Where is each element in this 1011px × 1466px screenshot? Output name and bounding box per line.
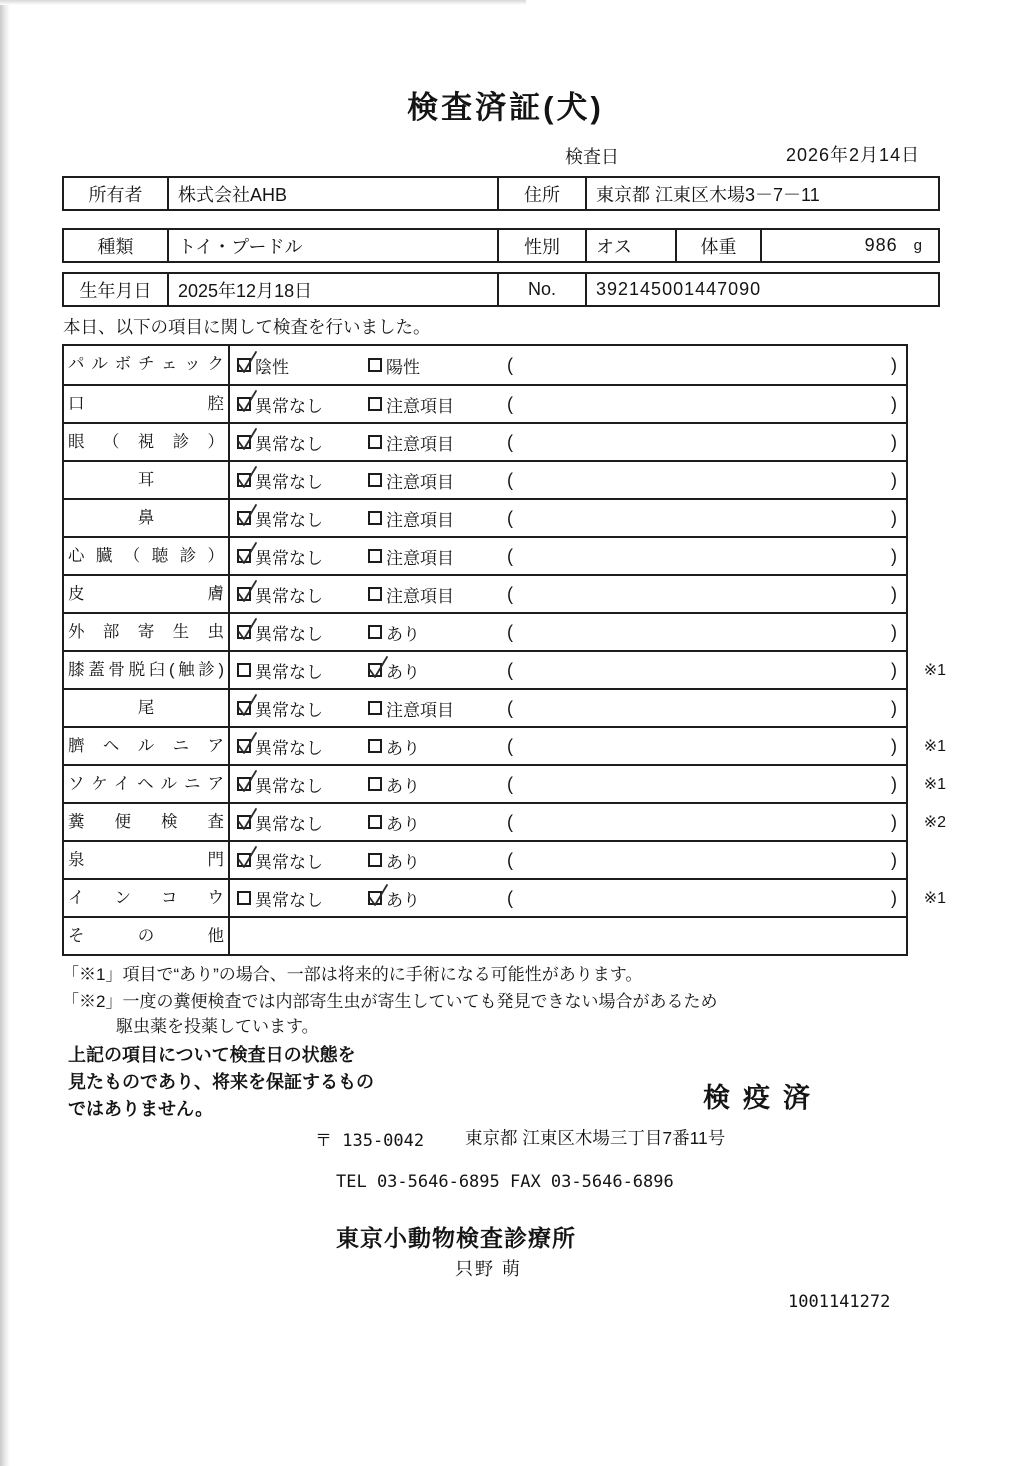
- check-options: [230, 842, 906, 878]
- result-paren-open: (: [507, 659, 513, 680]
- sex-label: 性別: [499, 230, 587, 261]
- check-option-1: [237, 810, 323, 835]
- result-paren-open: (: [507, 773, 513, 794]
- check-options: [230, 918, 906, 954]
- footnote-2-cont: 駆虫薬を投薬しています。: [116, 1017, 319, 1036]
- checkbox-checked[interactable]: [237, 358, 251, 372]
- checkbox-checked[interactable]: [237, 853, 251, 867]
- result-paren-open: (: [507, 887, 513, 908]
- checkbox-checked[interactable]: [368, 663, 382, 677]
- check-options: [230, 652, 946, 688]
- checkbox-checked[interactable]: [237, 815, 251, 829]
- weight-value-cell: [762, 230, 938, 261]
- checkbox-checked[interactable]: [237, 473, 251, 487]
- check-item-label: 外部寄生虫: [64, 614, 230, 650]
- checkbox-checked[interactable]: [237, 739, 251, 753]
- option-label: 注意項目: [386, 396, 454, 416]
- checkbox-unchecked[interactable]: [368, 625, 382, 639]
- page-title: 検査済証(犬): [407, 90, 604, 125]
- checkbox-checked[interactable]: [237, 625, 251, 639]
- option-label: 注意項目: [386, 472, 454, 492]
- result-paren-open: (: [507, 811, 513, 832]
- result-paren-close: ): [891, 849, 897, 870]
- check-option-1: [237, 696, 323, 721]
- breed-label: 種類: [64, 230, 169, 261]
- check-tick-icon: [366, 654, 392, 682]
- option-label: 注意項目: [386, 586, 454, 606]
- weight-unit: g: [913, 237, 922, 254]
- check-row: [64, 498, 906, 536]
- check-tick-icon: [235, 464, 261, 492]
- owner-label: 所有者: [64, 178, 169, 209]
- check-row: [64, 384, 906, 422]
- result-paren-close: ): [891, 735, 897, 756]
- check-options: [230, 462, 906, 498]
- option-label: 異常なし: [255, 624, 323, 644]
- check-option-2: [368, 696, 454, 721]
- intro-text: 本日、以下の項目に関して検査を行いました。: [63, 317, 431, 337]
- address-label: 住所: [499, 178, 587, 209]
- check-item-label: 耳: [64, 462, 230, 498]
- check-option-2: [368, 430, 454, 455]
- result-paren-open: (: [507, 431, 513, 452]
- check-row: [64, 688, 906, 726]
- result-paren-open: (: [507, 393, 513, 414]
- breed-value: トイ・プードル: [169, 230, 499, 261]
- owner-row: [62, 176, 940, 211]
- option-label: 注意項目: [386, 510, 454, 530]
- disclaimer-text: [68, 1042, 374, 1123]
- check-row: [64, 422, 906, 460]
- option-label: 異常なし: [255, 510, 323, 530]
- footnote-marker: ※2: [923, 814, 946, 831]
- option-label: 注意項目: [386, 434, 454, 454]
- clinic-name: 東京小動物検査診療所: [336, 1225, 576, 1251]
- check-option-2: [368, 658, 420, 683]
- checkbox-checked[interactable]: [368, 891, 382, 905]
- checkbox-checked[interactable]: [237, 587, 251, 601]
- result-paren-close: ): [891, 545, 897, 566]
- check-option-1: [237, 392, 323, 417]
- option-label: 陽性: [386, 357, 420, 377]
- option-label: 陰性: [255, 357, 289, 377]
- result-paren-open: (: [507, 507, 513, 528]
- check-tick-icon: [235, 844, 261, 872]
- check-tick-icon: [235, 578, 261, 606]
- check-tick-icon: [235, 616, 261, 644]
- sex-value: オス: [587, 230, 677, 261]
- option-label: 異常なし: [255, 700, 323, 720]
- check-row: [64, 460, 906, 498]
- option-label: 異常なし: [255, 738, 323, 758]
- check-row: [64, 916, 906, 954]
- option-label: 異常なし: [255, 434, 323, 454]
- check-option-1: [237, 658, 323, 683]
- check-item-label: 皮膚: [64, 576, 230, 612]
- inspection-date-label: 検査日: [565, 147, 619, 167]
- option-label: 異常なし: [255, 662, 323, 682]
- check-item-label: その他: [64, 918, 230, 954]
- check-option-1: [237, 620, 323, 645]
- checkbox-unchecked[interactable]: [368, 815, 382, 829]
- clinic-tel-fax: TEL 03-5646-6895 FAX 03-5646-6896: [336, 1172, 674, 1192]
- option-label: あり: [386, 814, 420, 834]
- checkbox-unchecked[interactable]: [368, 358, 382, 372]
- check-option-1: [237, 848, 323, 873]
- checkbox-unchecked[interactable]: [368, 511, 382, 525]
- check-option-1: [237, 468, 323, 493]
- owner-value: 株式会社AHB: [169, 178, 499, 209]
- quarantine-stamp: 検疫済: [703, 1083, 823, 1113]
- check-option-1: [237, 544, 323, 569]
- check-row: [64, 612, 906, 650]
- option-label: 異常なし: [255, 396, 323, 416]
- option-label: 異常なし: [255, 472, 323, 492]
- disclaimer-line-1: 上記の項目について検査日の状態を: [68, 1045, 356, 1065]
- birthdate-label: 生年月日: [64, 274, 169, 305]
- check-row: [64, 764, 946, 802]
- check-options: [230, 804, 946, 840]
- check-option-2: [368, 353, 420, 378]
- option-label: あり: [386, 624, 420, 644]
- weight-label: 体重: [677, 230, 762, 261]
- scan-top-artifact: [0, 0, 526, 5]
- checkbox-checked[interactable]: [237, 549, 251, 563]
- check-tick-icon: [235, 349, 261, 377]
- option-label: 異常なし: [255, 852, 323, 872]
- result-paren-open: (: [507, 697, 513, 718]
- check-row: [64, 840, 906, 878]
- check-option-2: [368, 544, 454, 569]
- check-row: [64, 650, 946, 688]
- result-paren-close: ): [891, 697, 897, 718]
- footnote-marker: ※1: [923, 890, 946, 907]
- check-row: [64, 346, 906, 384]
- checkbox-checked[interactable]: [237, 701, 251, 715]
- check-tick-icon: [235, 730, 261, 758]
- check-option-1: [237, 353, 289, 378]
- result-paren-close: ): [891, 621, 897, 642]
- checkbox-unchecked[interactable]: [368, 739, 382, 753]
- check-item-label: ソケイヘルニア: [64, 766, 230, 802]
- check-options: [230, 614, 906, 650]
- check-option-1: [237, 430, 323, 455]
- check-option-2: [368, 506, 454, 531]
- check-tick-icon: [235, 388, 261, 416]
- check-options: [230, 766, 946, 802]
- check-row: [64, 726, 946, 764]
- checklist-table: [62, 344, 946, 956]
- option-label: あり: [386, 852, 420, 872]
- check-option-1: [237, 886, 323, 911]
- check-option-2: [368, 468, 454, 493]
- checkbox-unchecked[interactable]: [368, 435, 382, 449]
- check-item-label: 口腔: [64, 386, 230, 422]
- footnote-marker: ※1: [923, 738, 946, 755]
- option-label: あり: [386, 738, 420, 758]
- check-item-label: 心臓（聴診）: [64, 538, 230, 574]
- checkbox-unchecked[interactable]: [368, 853, 382, 867]
- check-options: [230, 880, 946, 916]
- check-options: [230, 538, 906, 574]
- checkbox-unchecked[interactable]: [368, 397, 382, 411]
- check-row: [64, 574, 906, 612]
- result-paren-close: ): [891, 659, 897, 680]
- checkbox-checked[interactable]: [237, 511, 251, 525]
- pet-row: [62, 228, 940, 263]
- check-option-2: [368, 392, 454, 417]
- check-option-2: [368, 620, 420, 645]
- check-options: [230, 576, 906, 612]
- result-paren-open: (: [507, 545, 513, 566]
- disclaimer-line-2: 見たものであり、将来を保証するもの: [68, 1072, 374, 1092]
- result-paren-open: (: [507, 849, 513, 870]
- certificate-no-value: 392145001447090: [596, 279, 762, 299]
- result-paren-close: ): [891, 887, 897, 908]
- check-tick-icon: [235, 768, 261, 796]
- birth-row: [62, 272, 940, 307]
- check-item-label: 膝蓋骨脱臼(触診): [64, 652, 230, 688]
- checkbox-checked[interactable]: [237, 435, 251, 449]
- birthdate-value: 2025年12月18日: [169, 274, 499, 305]
- check-option-2: [368, 582, 454, 607]
- option-label: 注意項目: [386, 548, 454, 568]
- address-value: 東京都 江東区木場3－7－11: [596, 184, 820, 205]
- check-option-1: [237, 506, 323, 531]
- check-option-1: [237, 772, 323, 797]
- check-tick-icon: [366, 882, 392, 910]
- check-tick-icon: [235, 502, 261, 530]
- check-row: [64, 536, 906, 574]
- result-paren-close: ): [891, 354, 897, 375]
- result-paren-close: ): [891, 811, 897, 832]
- result-paren-close: ): [891, 469, 897, 490]
- certificate-no-label: No.: [499, 274, 587, 305]
- option-label: あり: [386, 662, 420, 682]
- option-label: 異常なし: [255, 586, 323, 606]
- check-tick-icon: [235, 426, 261, 454]
- option-label: 異常なし: [255, 814, 323, 834]
- check-item-label: 鼻: [64, 500, 230, 536]
- result-paren-open: (: [507, 735, 513, 756]
- checkbox-unchecked[interactable]: [368, 777, 382, 791]
- check-item-label: 眼（視診）: [64, 424, 230, 460]
- result-paren-open: (: [507, 621, 513, 642]
- checkbox-unchecked[interactable]: [368, 701, 382, 715]
- check-option-2: [368, 810, 420, 835]
- checkbox-checked[interactable]: [237, 777, 251, 791]
- result-paren-close: ): [891, 431, 897, 452]
- check-options: [230, 500, 906, 536]
- option-label: 異常なし: [255, 890, 323, 910]
- check-item-label: 泉門: [64, 842, 230, 878]
- footnote-marker: ※1: [923, 776, 946, 793]
- result-paren-open: (: [507, 469, 513, 490]
- result-paren-close: ): [891, 507, 897, 528]
- check-tick-icon: [235, 806, 261, 834]
- check-option-1: [237, 734, 323, 759]
- check-row: [64, 878, 946, 916]
- check-item-label: パルボチェック: [64, 346, 230, 384]
- check-option-2: [368, 734, 420, 759]
- result-paren-close: ): [891, 393, 897, 414]
- check-row: [64, 802, 946, 840]
- check-item-label: 臍ヘルニア: [64, 728, 230, 764]
- checkbox-unchecked[interactable]: [237, 663, 251, 677]
- check-item-label: 糞便検査: [64, 804, 230, 840]
- result-paren-close: ): [891, 583, 897, 604]
- checkbox-checked[interactable]: [237, 397, 251, 411]
- checkbox-unchecked[interactable]: [237, 891, 251, 905]
- check-tick-icon: [235, 540, 261, 568]
- inspection-date-value: 2026年2月14日: [786, 145, 921, 165]
- disclaimer-line-3: ではありません。: [68, 1099, 214, 1119]
- veterinarian-name: 只野 萌: [455, 1259, 523, 1279]
- check-tick-icon: [235, 692, 261, 720]
- check-option-2: [368, 886, 420, 911]
- checkbox-unchecked[interactable]: [368, 473, 382, 487]
- check-item-label: 尾: [64, 690, 230, 726]
- document-serial-number: 1001141272: [788, 1292, 891, 1312]
- result-paren-close: ): [891, 773, 897, 794]
- clinic-address: 東京都 江東区木場三丁目7番11号: [465, 1128, 726, 1148]
- check-option-2: [368, 848, 420, 873]
- option-label: 注意項目: [386, 700, 454, 720]
- footnote-marker: ※1: [923, 662, 946, 679]
- footnote-2: 「※2」一度の糞便検査では内部寄生虫が寄生していても発見できない場合があるため: [62, 992, 718, 1011]
- check-item-label: インコウ: [64, 880, 230, 916]
- weight-value: 986: [864, 235, 898, 255]
- check-options: [230, 346, 906, 384]
- option-label: 異常なし: [255, 548, 323, 568]
- check-option-2: [368, 772, 420, 797]
- footnote-1: 「※1」項目で“あり”の場合、一部は将来的に手術になる可能性があります。: [62, 965, 643, 984]
- result-paren-open: (: [507, 583, 513, 604]
- checkbox-unchecked[interactable]: [368, 549, 382, 563]
- clinic-postal-code: 〒 135-0042: [315, 1131, 425, 1151]
- check-options: [230, 424, 906, 460]
- option-label: 異常なし: [255, 776, 323, 796]
- option-label: あり: [386, 776, 420, 796]
- check-options: [230, 386, 906, 422]
- result-paren-open: (: [507, 354, 513, 375]
- checkbox-unchecked[interactable]: [368, 587, 382, 601]
- check-options: [230, 728, 946, 764]
- check-options: [230, 690, 906, 726]
- option-label: あり: [386, 890, 420, 910]
- scan-edge-artifact: [0, 0, 10, 1466]
- check-option-1: [237, 582, 323, 607]
